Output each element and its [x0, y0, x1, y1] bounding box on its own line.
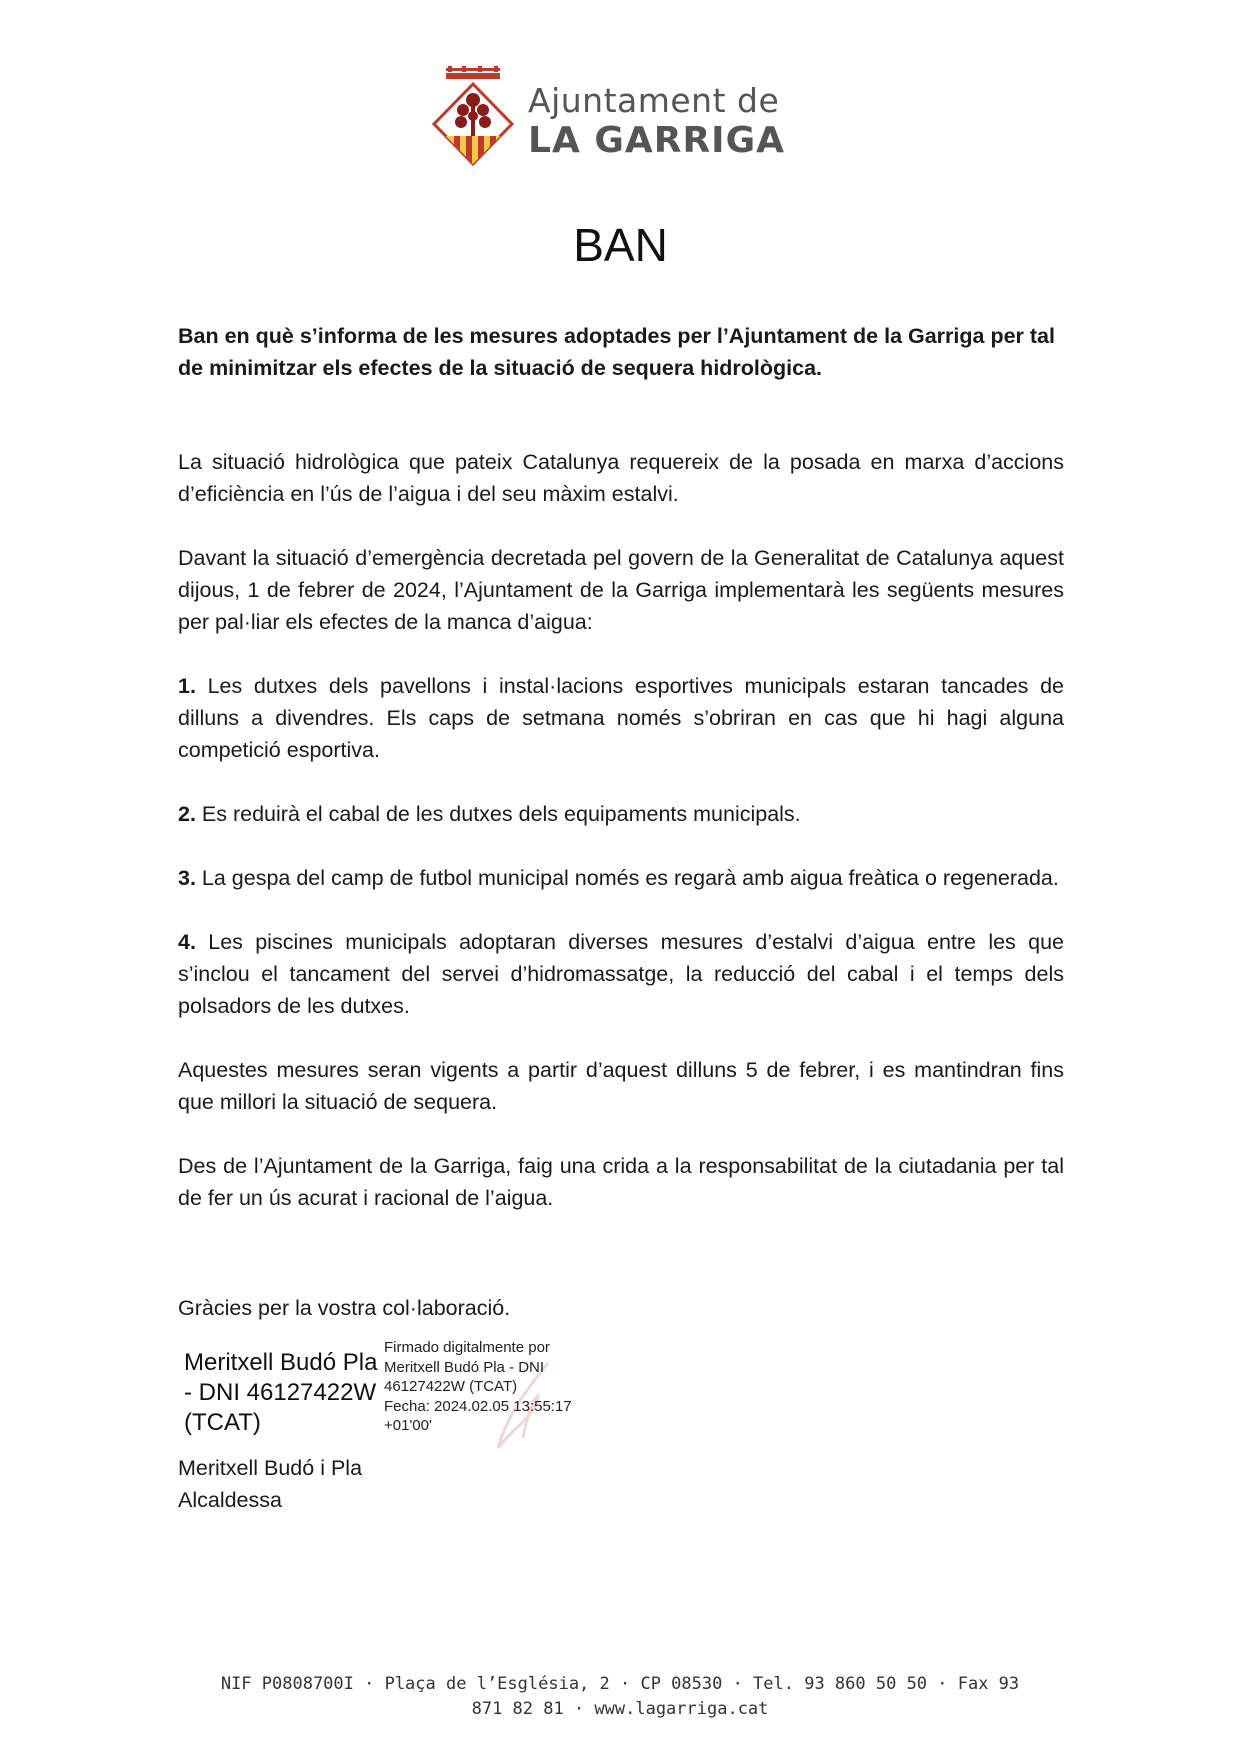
page-footer [170, 1672, 1070, 1722]
cert-name-line-3: (TCAT) [184, 1409, 261, 1436]
sig-info-line-1: Firmado digitalmente por [384, 1339, 550, 1356]
sig-info-line-5: +01'00' [384, 1417, 432, 1434]
measure-number: 2. [178, 802, 196, 826]
logo-line-1: Ajuntament de [528, 81, 780, 120]
cert-name-line-1: Meritxell Budó Pla [184, 1349, 378, 1376]
thanks-line: Gràcies per la vostra col·laboració. [178, 1296, 511, 1320]
footer-line-1: NIF P0808700I · Plaça de l’Església, 2 · CP 08530 · Tel. 93 860 50 50 · Fax 93 [220, 1674, 1020, 1694]
measure-text: Les dutxes dels pavellons i instal·lacions esportives municipals estaran tancades de dilluns a divendres. Els caps de setmana només s’obriran en cas que hi hagi alguna competició esportiva. [178, 674, 1064, 762]
measure-number: 4. [178, 930, 196, 954]
cert-name-line-2: - DNI 46127422W [184, 1379, 377, 1406]
sig-info-line-4: Fecha: 2024.02.05 13:55:17 [384, 1397, 572, 1415]
paragraph-2: Davant la situació d’emergència decretada pel govern de la Generalitat de Catalunya aquest dijous, 1 de febrer de 2024, l’Ajuntament de la Garriga implementarà les següents mesures per pal·liar els efectes de la manca d’aigua: [178, 546, 1064, 634]
measure-2 [178, 798, 1064, 830]
digital-signature-block [178, 1338, 598, 1438]
signer-certificate-name [184, 1348, 384, 1438]
measure-text: Es reduirà el cabal de les dutxes dels equipaments municipals. [195, 802, 801, 826]
measure-text: Les piscines municipals adoptaran diverses mesures d’estalvi d’aigua entre les que s’inclou el tancament del servei d’hidromassatge, la reducció del cabal i el temps dels polsadors de les dutxes. [178, 930, 1064, 1018]
paragraph-1: La situació hidrològica que pateix Catalunya requereix de la posada en marxa d’accions d’eficiència en l’ús de l’aigua i del seu màxim estalvi. [178, 450, 1064, 506]
lead-paragraph: Ban en què s’informa de les mesures adoptades per l’Ajuntament de la Garriga per tal de minimitzar els efectes de la situació de sequera hidrològica. [178, 324, 1055, 380]
measure-text: La gespa del camp de futbol municipal només es regarà amb aigua freàtica o regenerada. [195, 866, 1059, 890]
sig-info-line-3: 46127422W (TCAT) [384, 1378, 518, 1395]
measure-3 [178, 862, 1064, 894]
document-title: BAN [573, 219, 668, 271]
measure-4 [178, 926, 1064, 1022]
signer-block [178, 1452, 362, 1516]
measure-number: 3. [178, 866, 196, 890]
signer-role: Alcaldessa [178, 1488, 282, 1512]
municipality-logo [432, 66, 812, 176]
footer-line-2: 871 82 81 · www.lagarriga.cat [471, 1699, 769, 1719]
signature-details [384, 1338, 599, 1436]
sig-info-line-2: Meritxell Budó Pla - DNI [384, 1358, 545, 1376]
measure-1 [178, 670, 1064, 766]
measure-number: 1. [178, 674, 196, 698]
logo-line-2: LA GARRIGA [528, 120, 785, 161]
paragraph-6: Des de l’Ajuntament de la Garriga, faig una crida a la responsabilitat de la ciutadania per tal de fer un ús acurat i racional de l’aigua. [178, 1154, 1064, 1210]
coat-of-arms-icon [432, 66, 514, 170]
signer-name: Meritxell Budó i Pla [178, 1456, 363, 1480]
logo-wordmark [528, 81, 785, 161]
document-body [178, 320, 1064, 1214]
paragraph-5: Aquestes mesures seran vigents a partir d’aquest dilluns 5 de febrer, i es mantindran fins que millori la situació de sequera. [178, 1058, 1064, 1114]
